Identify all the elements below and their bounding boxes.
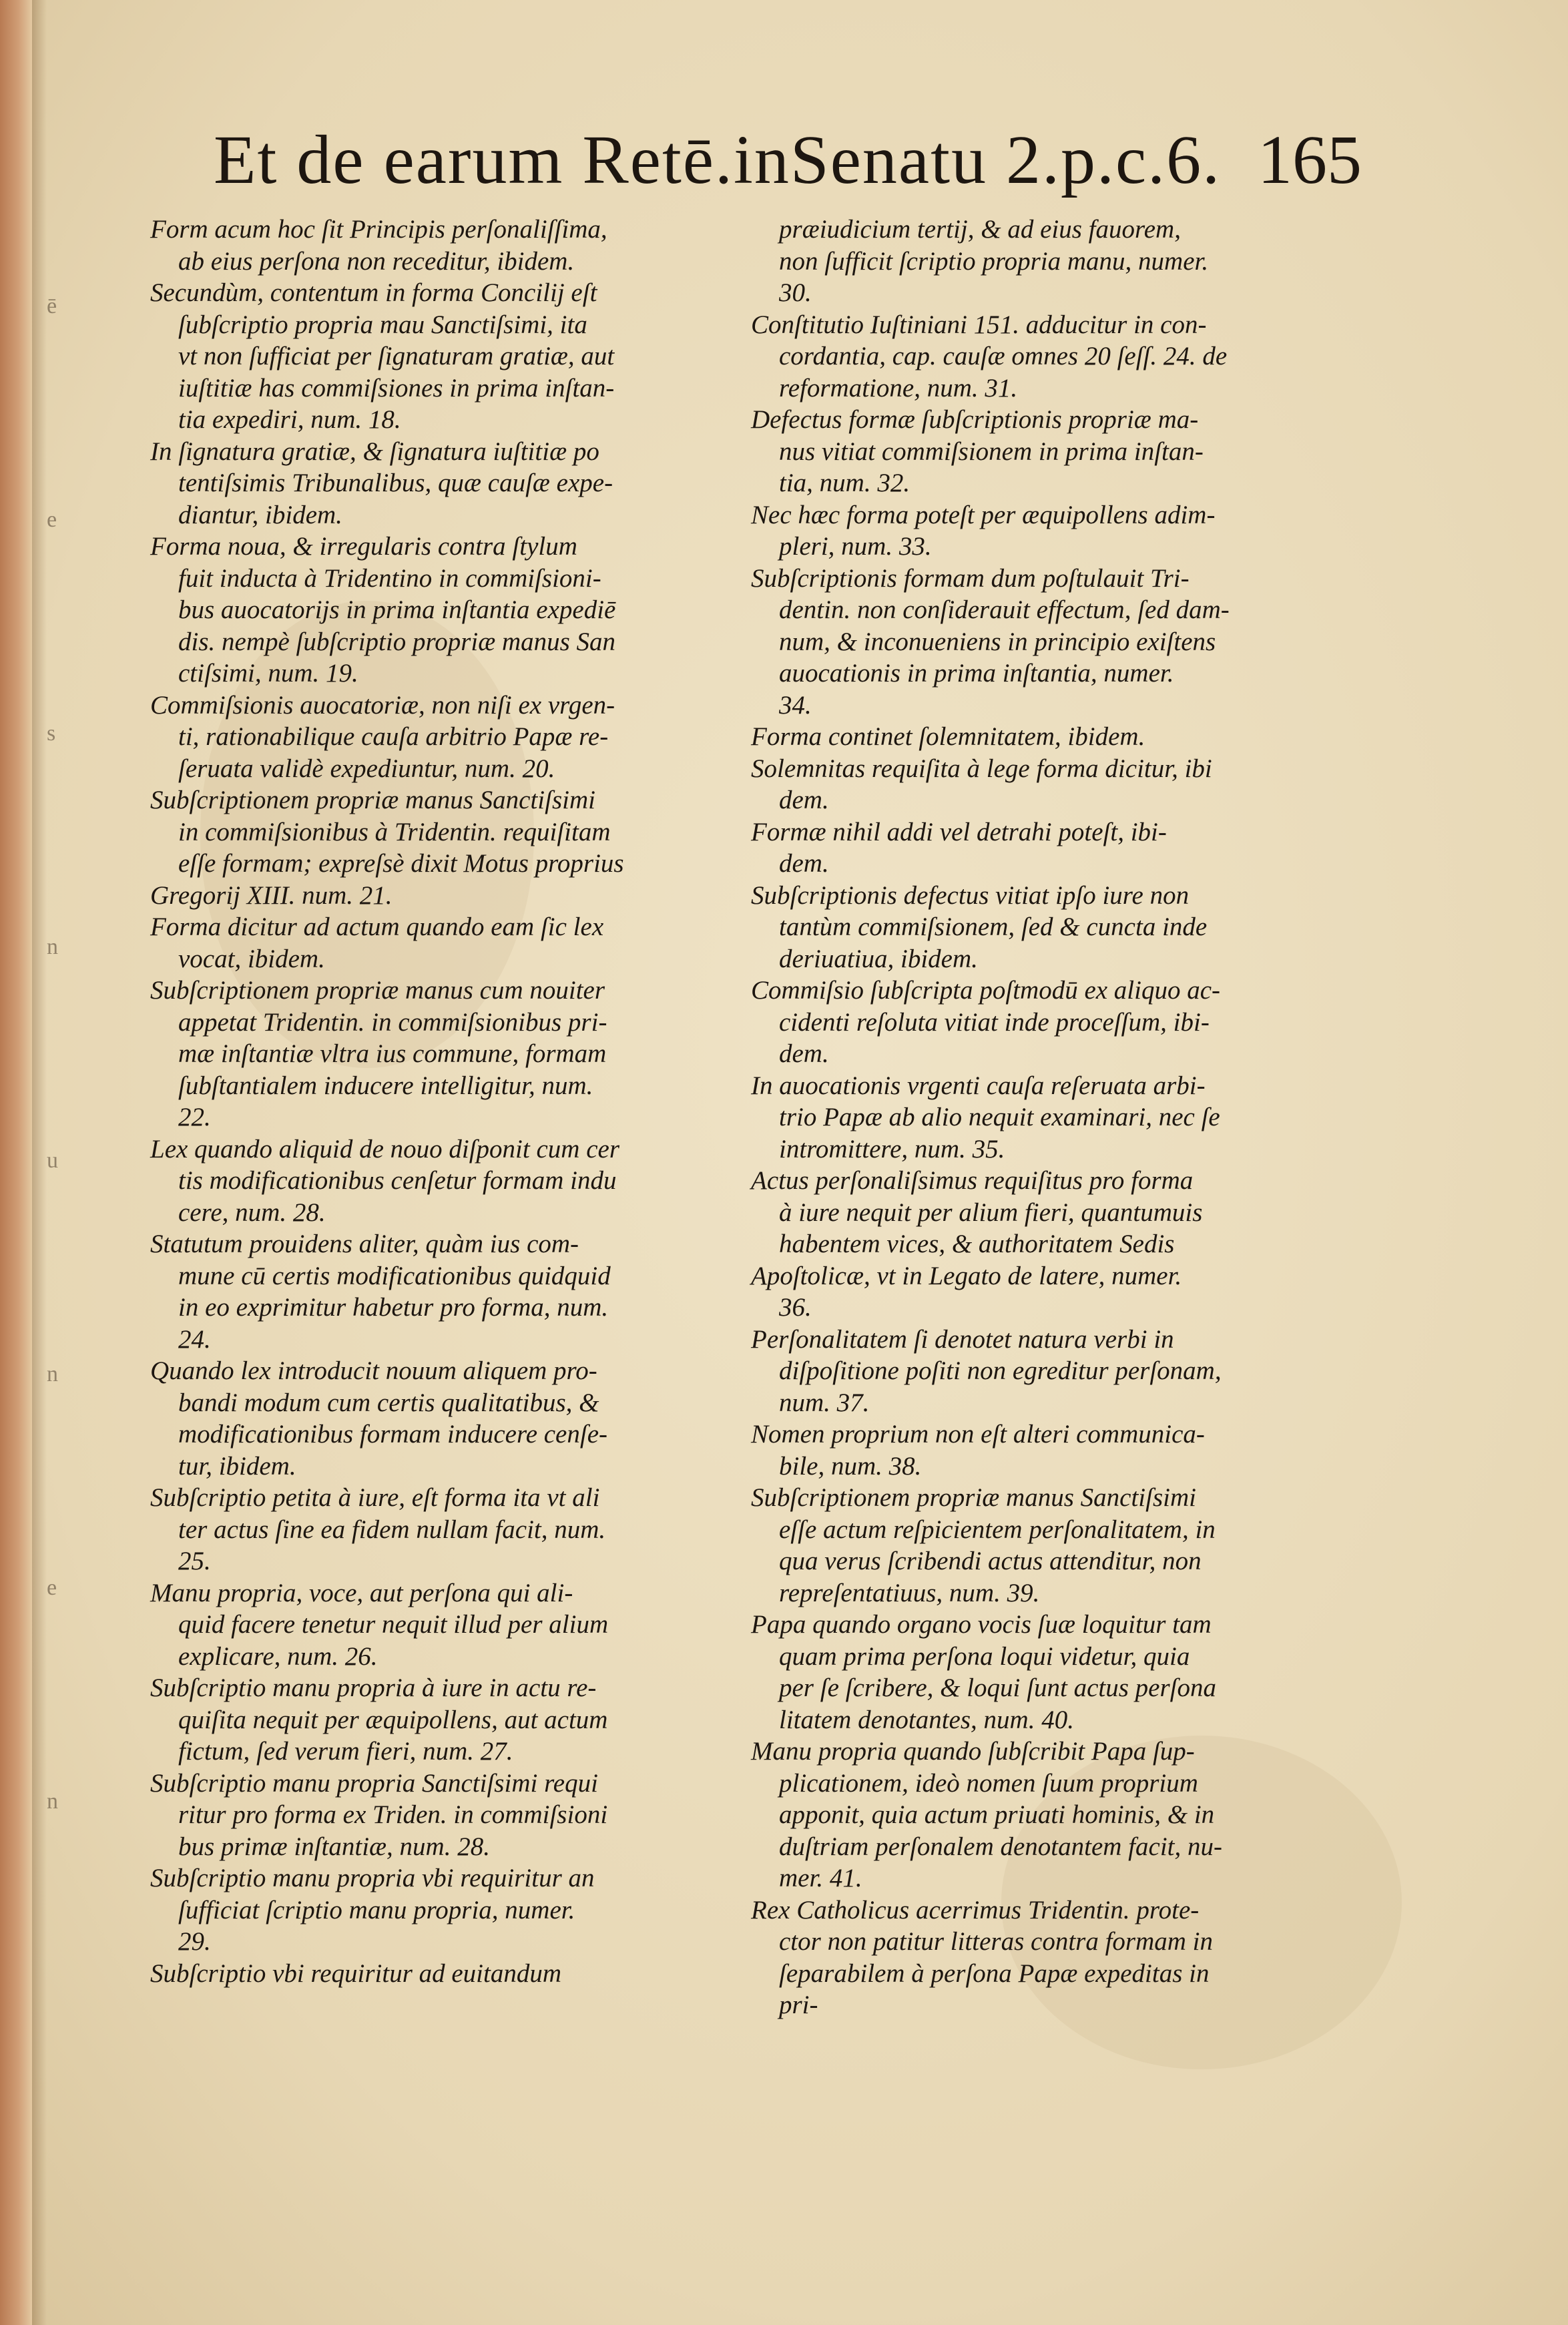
- index-line: Subſcriptio manu propria à iure in actu re-: [150, 1673, 597, 1702]
- index-line: bandi modum cum certis qualitatibus, &: [178, 1388, 599, 1417]
- index-line: 34.: [779, 690, 812, 720]
- index-line: tentiſsimis Tribunalibus, quæ cauſæ expe-: [178, 469, 613, 497]
- index-line: modificationibus formam inducere cenſe-: [178, 1420, 608, 1449]
- index-line: Perſonalitatem ſi denotet natura verbi in: [751, 1324, 1174, 1354]
- index-line: num. 37.: [779, 1388, 870, 1417]
- index-line: diſpoſitione poſiti non egreditur perſonam,: [779, 1356, 1222, 1385]
- index-line: Manu propria, voce, aut perſona qui ali-: [150, 1578, 573, 1607]
- index-line: ſubſcriptio propria mau Sanctiſsimi, ita: [178, 310, 587, 339]
- index-line: pri-: [779, 1991, 818, 2019]
- index-line: iuſtitiæ has commiſsiones in prima inſtan-: [178, 373, 615, 403]
- index-line: ab eius perſona non receditur, ibidem.: [178, 246, 575, 276]
- index-line: appetat Tridentin. in commiſsionibus pri-: [178, 1007, 607, 1037]
- index-line: Commiſsionis auocatoriæ, non niſi ex vrgen-: [150, 690, 615, 720]
- index-line: tantùm commiſsionem, ſed & cuncta inde: [779, 913, 1208, 941]
- index-line: tia, num. 32.: [779, 469, 910, 497]
- index-line: Apoſtolicæ, vt in Legato de latere, numer.: [751, 1261, 1182, 1290]
- index-line: litatem denotantes, num. 40.: [779, 1705, 1074, 1734]
- index-line: Defectus formæ ſubſcriptionis propriæ ma-: [751, 405, 1199, 434]
- index-line: Subſcriptionem propriæ manus Sanctiſsimi: [751, 1483, 1196, 1512]
- index-line: In auocationis vrgenti cauſa reſeruata arbi-: [751, 1071, 1206, 1100]
- index-line: 36.: [779, 1293, 812, 1322]
- index-line: ſeruata validè expediuntur, num. 20.: [178, 754, 555, 783]
- index-line: Subſcriptio manu propria vbi requiritur an: [150, 1864, 595, 1892]
- index-line: mæ inſtantiæ vltra ius commune, formam: [178, 1039, 607, 1068]
- index-line: Statutum prouidens aliter, quàm ius com-: [150, 1230, 579, 1258]
- index-line: Subſcriptio vbi requiritur ad euitandum: [150, 1959, 562, 1988]
- index-line: Subſcriptio petita à iure, eſt forma ita vt ali: [150, 1483, 600, 1512]
- page-gutter-edge: [0, 0, 32, 2325]
- index-line: 29.: [178, 1927, 211, 1956]
- index-line: Solemnitas requiſita à lege forma dicitur, ibi: [751, 754, 1212, 783]
- index-line: auocationis in prima inſtantia, numer.: [779, 659, 1174, 688]
- index-line: Conſtitutio Iuſtiniani 151. adducitur in con-: [751, 310, 1207, 339]
- index-line: præiudicium tertij, & ad eius fauorem,: [779, 215, 1181, 244]
- index-line: 24.: [178, 1324, 211, 1354]
- index-line: plicationem, ideò nomen ſuum proprium: [779, 1768, 1198, 1798]
- index-line: Quando lex introducit nouum aliquem pro-: [150, 1356, 597, 1385]
- index-line: per ſe ſcribere, & loqui ſunt actus perſona: [779, 1673, 1216, 1702]
- index-line: ctiſsimi, num. 19.: [178, 659, 358, 688]
- index-line: quid facere tenetur nequit illud per alium: [178, 1610, 609, 1639]
- index-line: trio Papæ ab alio nequit examinari, nec ſe: [779, 1103, 1220, 1131]
- running-head: [214, 117, 1362, 204]
- index-line: Lex quando aliquid de nouo diſponit cum cer: [150, 1134, 619, 1164]
- index-line: Formæ nihil addi vel detrahi poteſt, ibi-: [751, 817, 1167, 846]
- index-line: 25.: [178, 1547, 211, 1575]
- index-line: quiſita nequit per æquipollens, aut actum: [178, 1705, 608, 1734]
- index-line: vt non ſufficiat per ſignaturam gratiæ, aut: [178, 342, 615, 370]
- index-line: Manu propria quando ſubſcribit Papa ſup-: [751, 1737, 1195, 1766]
- index-line: Rex Catholicus acerrimus Tridentin. prote-: [751, 1895, 1200, 1924]
- index-line: bile, num. 38.: [779, 1451, 922, 1481]
- index-line: dem.: [779, 849, 829, 878]
- running-head-title: Et de earum Retē.inSenatu 2.p.c.6.: [214, 121, 1222, 198]
- binding-shadow: [32, 0, 47, 2325]
- index-line: duſtriam perſonalem denotantem facit, nu-: [779, 1832, 1222, 1861]
- index-line: Secundùm, contentum in forma Concilij eſt: [150, 278, 597, 307]
- index-line: mer. 41.: [779, 1864, 862, 1892]
- index-line: dentin. non conſiderauit effectum, ſed dam-: [779, 595, 1230, 624]
- index-line: dem.: [779, 1039, 829, 1068]
- index-line: tis modificationibus cenſetur formam indu: [178, 1166, 617, 1195]
- index-line: Gregorij XIII. num. 21.: [150, 880, 393, 910]
- index-line: Nomen proprium non eſt alteri communica-: [751, 1420, 1205, 1449]
- index-line: ſeparabilem à perſona Papæ expeditas in: [779, 1959, 1210, 1988]
- index-line: mune cū certis modificationibus quidquid: [178, 1261, 611, 1290]
- index-line: In ſignatura gratiæ, & ſignatura iuſtitiæ po: [150, 437, 599, 466]
- right-column-index: [751, 214, 1352, 2021]
- index-line: à iure nequit per alium fieri, quantumuis: [779, 1198, 1203, 1227]
- index-line: Forma dicitur ad actum quando eam ſic lex: [150, 913, 604, 941]
- index-line: fictum, ſed verum fieri, num. 27.: [178, 1737, 513, 1766]
- index-line: ti, rationabilique cauſa arbitrio Papæ re-: [178, 722, 609, 751]
- index-line: Papa quando organo vocis ſuæ loquitur tam: [751, 1610, 1212, 1639]
- index-line: deriuatiua, ibidem.: [779, 944, 978, 973]
- index-line: Form acum hoc ſit Principis perſonaliſſima,: [150, 215, 607, 244]
- index-line: habentem vices, & authoritatem Sedis: [779, 1230, 1175, 1258]
- index-line: ter actus ſine ea fidem nullam facit, num.: [178, 1515, 606, 1544]
- index-line: dis. nempè ſubſcriptio propriæ manus San: [178, 627, 616, 656]
- left-column-index: [150, 214, 738, 1989]
- index-line: dem.: [779, 786, 829, 814]
- index-line: Subſcriptionis defectus vitiat ipſo iure non: [751, 880, 1190, 910]
- index-line: Subſcriptionem propriæ manus cum nouiter: [150, 976, 605, 1005]
- index-line: in eo exprimitur habetur pro forma, num.: [178, 1293, 609, 1322]
- index-line: diantur, ibidem.: [178, 500, 342, 529]
- index-line: num, & inconueniens in principio exiſtens: [779, 627, 1216, 656]
- index-line: vocat, ibidem.: [178, 944, 325, 973]
- index-line: Subſcriptio manu propria Sanctiſsimi requi: [150, 1768, 598, 1798]
- index-line: explicare, num. 26.: [178, 1641, 378, 1671]
- index-line: cere, num. 28.: [178, 1198, 326, 1227]
- index-line: non ſufficit ſcriptio propria manu, numer.: [779, 246, 1209, 276]
- index-line: bus primæ inſtantiæ, num. 28.: [178, 1832, 490, 1861]
- index-line: 30.: [779, 278, 812, 307]
- index-line: eſſe actum reſpicientem perſonalitatem, in: [779, 1515, 1216, 1544]
- index-line: ctor non patitur litteras contra formam in: [779, 1927, 1214, 1956]
- index-line: cidenti reſoluta vitiat inde proceſſum, ibi-: [779, 1007, 1210, 1037]
- index-line: reformatione, num. 31.: [779, 373, 1018, 403]
- index-line: Nec hæc forma poteſt per æquipollens adim-: [751, 500, 1216, 529]
- page-number: 165: [1258, 121, 1362, 198]
- index-line: ſubſtantialem inducere intelligitur, num.: [178, 1071, 593, 1100]
- margin-bleed-marks: ē e s n u n e n: [47, 294, 58, 1814]
- index-line: Subſcriptionem propriæ manus Sanctiſsimi: [150, 786, 595, 814]
- index-line: qua verus ſcribendi actus attenditur, non: [779, 1547, 1202, 1575]
- index-line: eſſe formam; expreſsè dixit Motus proprius: [178, 849, 624, 878]
- index-line: pleri, num. 33.: [779, 532, 932, 561]
- index-line: fuit inducta à Tridentino in commiſsioni-: [178, 563, 601, 593]
- index-line: Forma continet ſolemnitatem, ibidem.: [751, 722, 1145, 751]
- index-line: bus auocatorijs in prima inſtantia expediē: [178, 595, 616, 624]
- index-line: Subſcriptionis formam dum poſtulauit Tri-: [751, 563, 1190, 593]
- index-line: Forma noua, & irregularis contra ſtylum: [150, 532, 577, 561]
- index-line: intromittere, num. 35.: [779, 1134, 1005, 1164]
- index-line: 22.: [178, 1103, 211, 1131]
- index-line: tia expediri, num. 18.: [178, 405, 401, 434]
- index-line: Actus perſonaliſsimus requiſitus pro forma: [751, 1166, 1194, 1195]
- index-line: quam prima perſona loqui videtur, quia: [779, 1641, 1190, 1671]
- index-line: in commiſsionibus à Tridentin. requiſitam: [178, 817, 611, 846]
- index-line: ritur pro forma ex Triden. in commiſsioni: [178, 1800, 608, 1829]
- index-line: ſufficiat ſcriptio manu propria, numer.: [178, 1895, 575, 1924]
- index-line: nus vitiat commiſsionem in prima inſtan-: [779, 437, 1204, 466]
- index-line: repreſentatiuus, num. 39.: [779, 1578, 1040, 1607]
- index-line: tur, ibidem.: [178, 1451, 296, 1481]
- index-line: apponit, quia actum priuati hominis, & in: [779, 1800, 1215, 1829]
- index-line: cordantia, cap. cauſæ omnes 20 ſeſſ. 24. de: [779, 342, 1228, 370]
- index-line: Commiſsio ſubſcripta poſtmodū ex aliquo ac-: [751, 976, 1221, 1005]
